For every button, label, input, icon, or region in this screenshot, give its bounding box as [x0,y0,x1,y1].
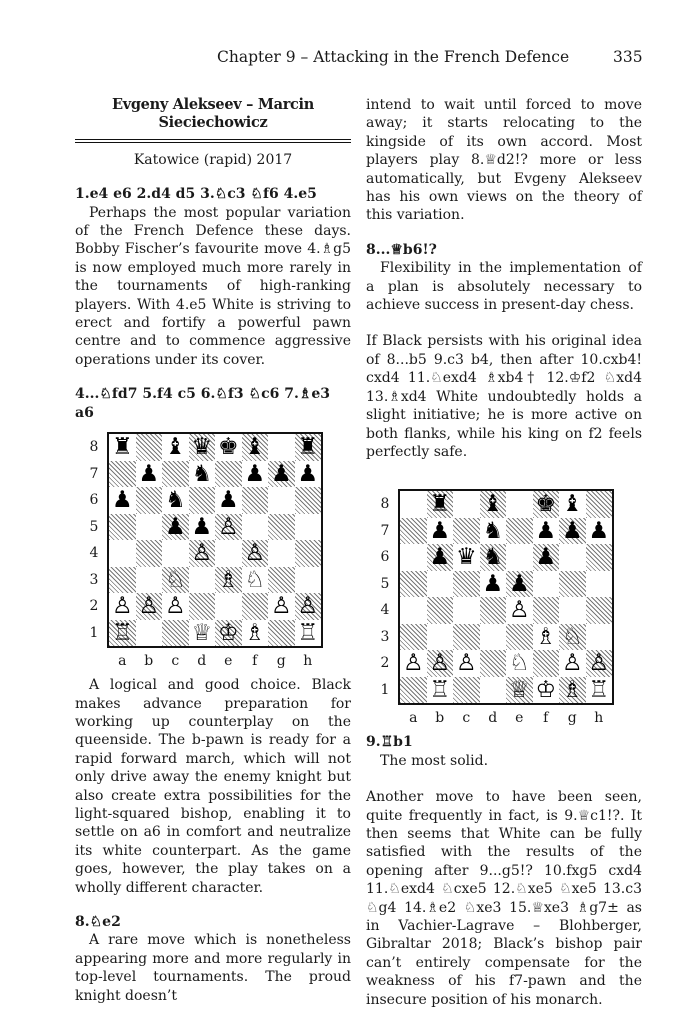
chess-piece: ♟ [535,544,557,571]
chess-piece: ♛ [191,434,213,461]
chess-piece: ♗ [244,619,266,646]
board-square [400,571,427,598]
chess-piece: ♖ [111,619,133,646]
chess-piece: ♟ [217,487,239,514]
board-square [453,624,480,651]
chess-piece: ♗ [535,623,557,650]
board-square [268,514,295,541]
chess-piece: ♜ [297,434,319,461]
right-column [366,96,642,1009]
board-square [109,461,136,488]
board-square [189,567,216,594]
file-label: d [488,710,498,727]
board-square [215,461,242,488]
chess-piece: ♔ [535,676,557,703]
board-square [427,571,454,598]
file-label: c [171,653,180,670]
chess-piece: ♟ [244,460,266,487]
board-square [295,487,322,514]
rank-label: 7 [380,522,390,539]
board-square [162,620,189,647]
board-square [242,487,269,514]
board-square [506,544,533,571]
chess-piece: ♝ [164,434,186,461]
chess-piece: ♟ [191,513,213,540]
chess-piece: ♙ [191,540,213,567]
board-square [189,593,216,620]
board-square [268,567,295,594]
chapter-title: Chapter 9 – Attacking in the French Defence [217,48,570,66]
page-number: 335 [613,48,643,66]
paragraph: intend to wait until forced to move away; it starts relocating to the kingside of its own accord. Most players play 8.♕d2!? more or less automatically, but Evgeny Alekseev has his own views on the theory of this variation. [366,97,642,224]
board-square [453,571,480,598]
rank-label: 8 [380,496,390,513]
board-square [400,518,427,545]
chess-piece: ♙ [588,650,610,677]
rank-label: 3 [89,571,99,588]
board-square [295,567,322,594]
rank-label: 6 [380,549,390,566]
chess-piece: ♟ [429,544,451,571]
chess-piece: ♝ [561,491,583,518]
paragraph: Flexibility in the implementation of a plan is absolutely necessary to achieve success in present-day chess. [366,260,642,314]
chess-piece: ♙ [217,513,239,540]
board-square [533,571,560,598]
board-square [559,544,586,571]
board-square [215,593,242,620]
chess-piece: ♖ [588,676,610,703]
chess-piece: ♟ [164,513,186,540]
chess-piece: ♘ [244,566,266,593]
board-square [136,540,163,567]
file-label: e [224,653,233,670]
board-square [400,544,427,571]
chess-piece: ♚ [535,491,557,518]
board-square [480,677,507,704]
chess-piece: ♚ [217,434,239,461]
chess-piece: ♔ [217,619,239,646]
chess-piece: ♙ [429,650,451,677]
chess-piece: ♝ [482,491,504,518]
board-square [109,540,136,567]
paragraph: A logical and good choice. Black makes advance preparation for working up counterplay on the queenside. The b-pawn is ready for a rapid forward march, which will not only drive away the enemy knight but also create extra possibilities for the light-squared bishop, enabling it to settle on a6 in comfort and neutralize its white counterpart. As the game goes, however, the play takes on a wholly different character. [75,677,351,896]
rank-label: 4 [89,545,99,562]
chess-piece: ♙ [111,593,133,620]
board-square [453,597,480,624]
rank-label: 5 [380,575,390,592]
chess-piece: ♙ [138,593,160,620]
chess-piece: ♙ [270,593,292,620]
board-square [136,620,163,647]
paragraph: The most solid. [380,752,489,769]
chess-piece: ♜ [429,491,451,518]
file-label: a [409,710,418,727]
chess-piece: ♕ [508,676,530,703]
board-square [295,540,322,567]
chess-diagram [75,422,351,676]
board-square [506,624,533,651]
board-square [427,624,454,651]
move-text: 9.♖b1 [366,734,413,751]
board-square [136,567,163,594]
chess-piece: ♙ [508,597,530,624]
board-square [268,487,295,514]
board-square [162,461,189,488]
rank-label: 8 [89,439,99,456]
board-square [480,624,507,651]
board-square [533,597,560,624]
game-event: Katowice (rapid) 2017 [133,151,293,168]
chess-piece: ♙ [244,540,266,567]
rank-label: 7 [89,465,99,482]
board-square [586,491,613,518]
move-text: 8...♕b6!? [366,241,437,258]
board-square [242,514,269,541]
rank-label: 2 [89,598,99,615]
chess-piece: ♞ [482,544,504,571]
rank-label: 1 [89,624,99,641]
board-square [268,434,295,461]
file-label: d [197,653,207,670]
board-square [215,540,242,567]
board-square [400,624,427,651]
file-label: b [144,653,154,670]
board-square [480,650,507,677]
board-square [453,518,480,545]
chess-piece: ♛ [455,544,477,571]
board-square [136,434,163,461]
chess-piece: ♞ [164,487,186,514]
board-square [242,593,269,620]
move-text: 1.e4 e6 2.d4 d5 3.♘c3 ♘f6 4.e5 [75,186,317,203]
board-square [189,487,216,514]
rank-label: 5 [89,518,99,535]
chess-piece: ♖ [429,676,451,703]
board-square [506,518,533,545]
board-square [586,597,613,624]
file-label: e [515,710,524,727]
board-square [480,597,507,624]
board-square [586,571,613,598]
board-square [453,677,480,704]
board-square [586,544,613,571]
chess-piece: ♘ [508,650,530,677]
chess-piece: ♙ [402,650,424,677]
paragraph: A rare move which is nonetheless appearing more and more regularly in top-level tournaments. The proud knight doesn’t [75,932,351,1004]
chess-piece: ♝ [244,434,266,461]
board-square [453,491,480,518]
board-square [162,540,189,567]
chess-piece: ♙ [561,650,583,677]
rank-label: 3 [380,628,390,645]
move-text: 4...♘fd7 5.f4 c5 6.♘f3 ♘c6 7.♗e3 a6 [75,386,331,421]
chessboard [107,432,323,648]
left-column [75,96,351,1005]
chess-piece: ♟ [561,517,583,544]
rank-label: 6 [89,492,99,509]
chess-diagram [366,479,642,733]
file-label: c [462,710,471,727]
chess-piece: ♙ [297,593,319,620]
game-title: Evgeny Alekseev – Marcin Sieciechowicz [111,96,315,132]
chessboard [398,489,614,705]
chess-piece: ♘ [561,623,583,650]
title-rule [75,139,351,143]
board-square [506,491,533,518]
board-square [136,514,163,541]
board-square [400,597,427,624]
running-header [0,48,700,72]
file-label: g [567,710,577,727]
paragraph: If Black persists with his original idea of 8...b5 9.c3 b4, then after 10.cxb4! cxd4 11.♘exd4 ♗xb4† 12.♔f2 ♘xd4 13.♗xd4 White undoubtedly holds a slight initiative; he is more active on both flanks, while his king on f2 feels perfectly safe. [366,333,642,460]
board-square [268,540,295,567]
chess-piece: ♟ [429,517,451,544]
rank-label: 1 [380,681,390,698]
chess-piece: ♟ [297,460,319,487]
chess-piece: ♕ [191,619,213,646]
chess-piece: ♟ [138,460,160,487]
paragraph: Another move to have been seen, quite frequently in fact, is 9.♕c1!?. It then seems that White can be fully satisfied with the results of the opening after 9...g5!? 10.fxg5 cxd4 11.♘exd4 ♘cxe5 12.♘xe5 ♘xe5 13.c3 ♘g4 14.♗e2 ♘xe3 15.♕xe3 ♗g7± as in Vachier-Lagrave – Blohberger, Gibraltar 2018; Black’s bishop pair can’t entirely compensate for the weakness of his f7-pawn and the insecure position of his monarch. [366,789,642,1008]
chess-piece: ♟ [508,570,530,597]
board-square [427,597,454,624]
board-square [400,491,427,518]
board-square [136,487,163,514]
chess-piece: ♘ [164,566,186,593]
move-text: 8.♘e2 [75,913,121,930]
chess-piece: ♟ [535,517,557,544]
file-label: h [594,710,604,727]
file-label: g [276,653,286,670]
board-square [295,514,322,541]
board-square [109,514,136,541]
board-square [559,571,586,598]
board-square [400,677,427,704]
rank-label: 2 [380,655,390,672]
board-square [586,624,613,651]
paragraph: Perhaps the most popular variation of the French Defence these days. Bobby Fischer’s favourite move 4.♗g5 is now employed much more rarely in the tournaments of high-ranking players. With 4.e5 White is striving to erect and fortify a powerful pawn centre and to commence aggressive operations under its cover. [75,204,351,368]
chess-piece: ♟ [111,487,133,514]
file-label: b [435,710,445,727]
chess-piece: ♗ [217,566,239,593]
chess-piece: ♟ [588,517,610,544]
rank-label: 4 [380,602,390,619]
chess-piece: ♖ [297,619,319,646]
board-square [268,620,295,647]
file-label: a [118,653,127,670]
chess-piece: ♟ [482,570,504,597]
file-label: f [252,653,258,670]
chess-piece: ♗ [561,676,583,703]
board-square [559,597,586,624]
file-label: h [303,653,313,670]
chess-piece: ♟ [270,460,292,487]
board-square [533,650,560,677]
chess-piece: ♙ [455,650,477,677]
chess-piece: ♞ [191,460,213,487]
file-label: f [543,710,549,727]
chess-piece: ♙ [164,593,186,620]
board-square [109,567,136,594]
chess-piece: ♞ [482,517,504,544]
chess-piece: ♜ [111,434,133,461]
